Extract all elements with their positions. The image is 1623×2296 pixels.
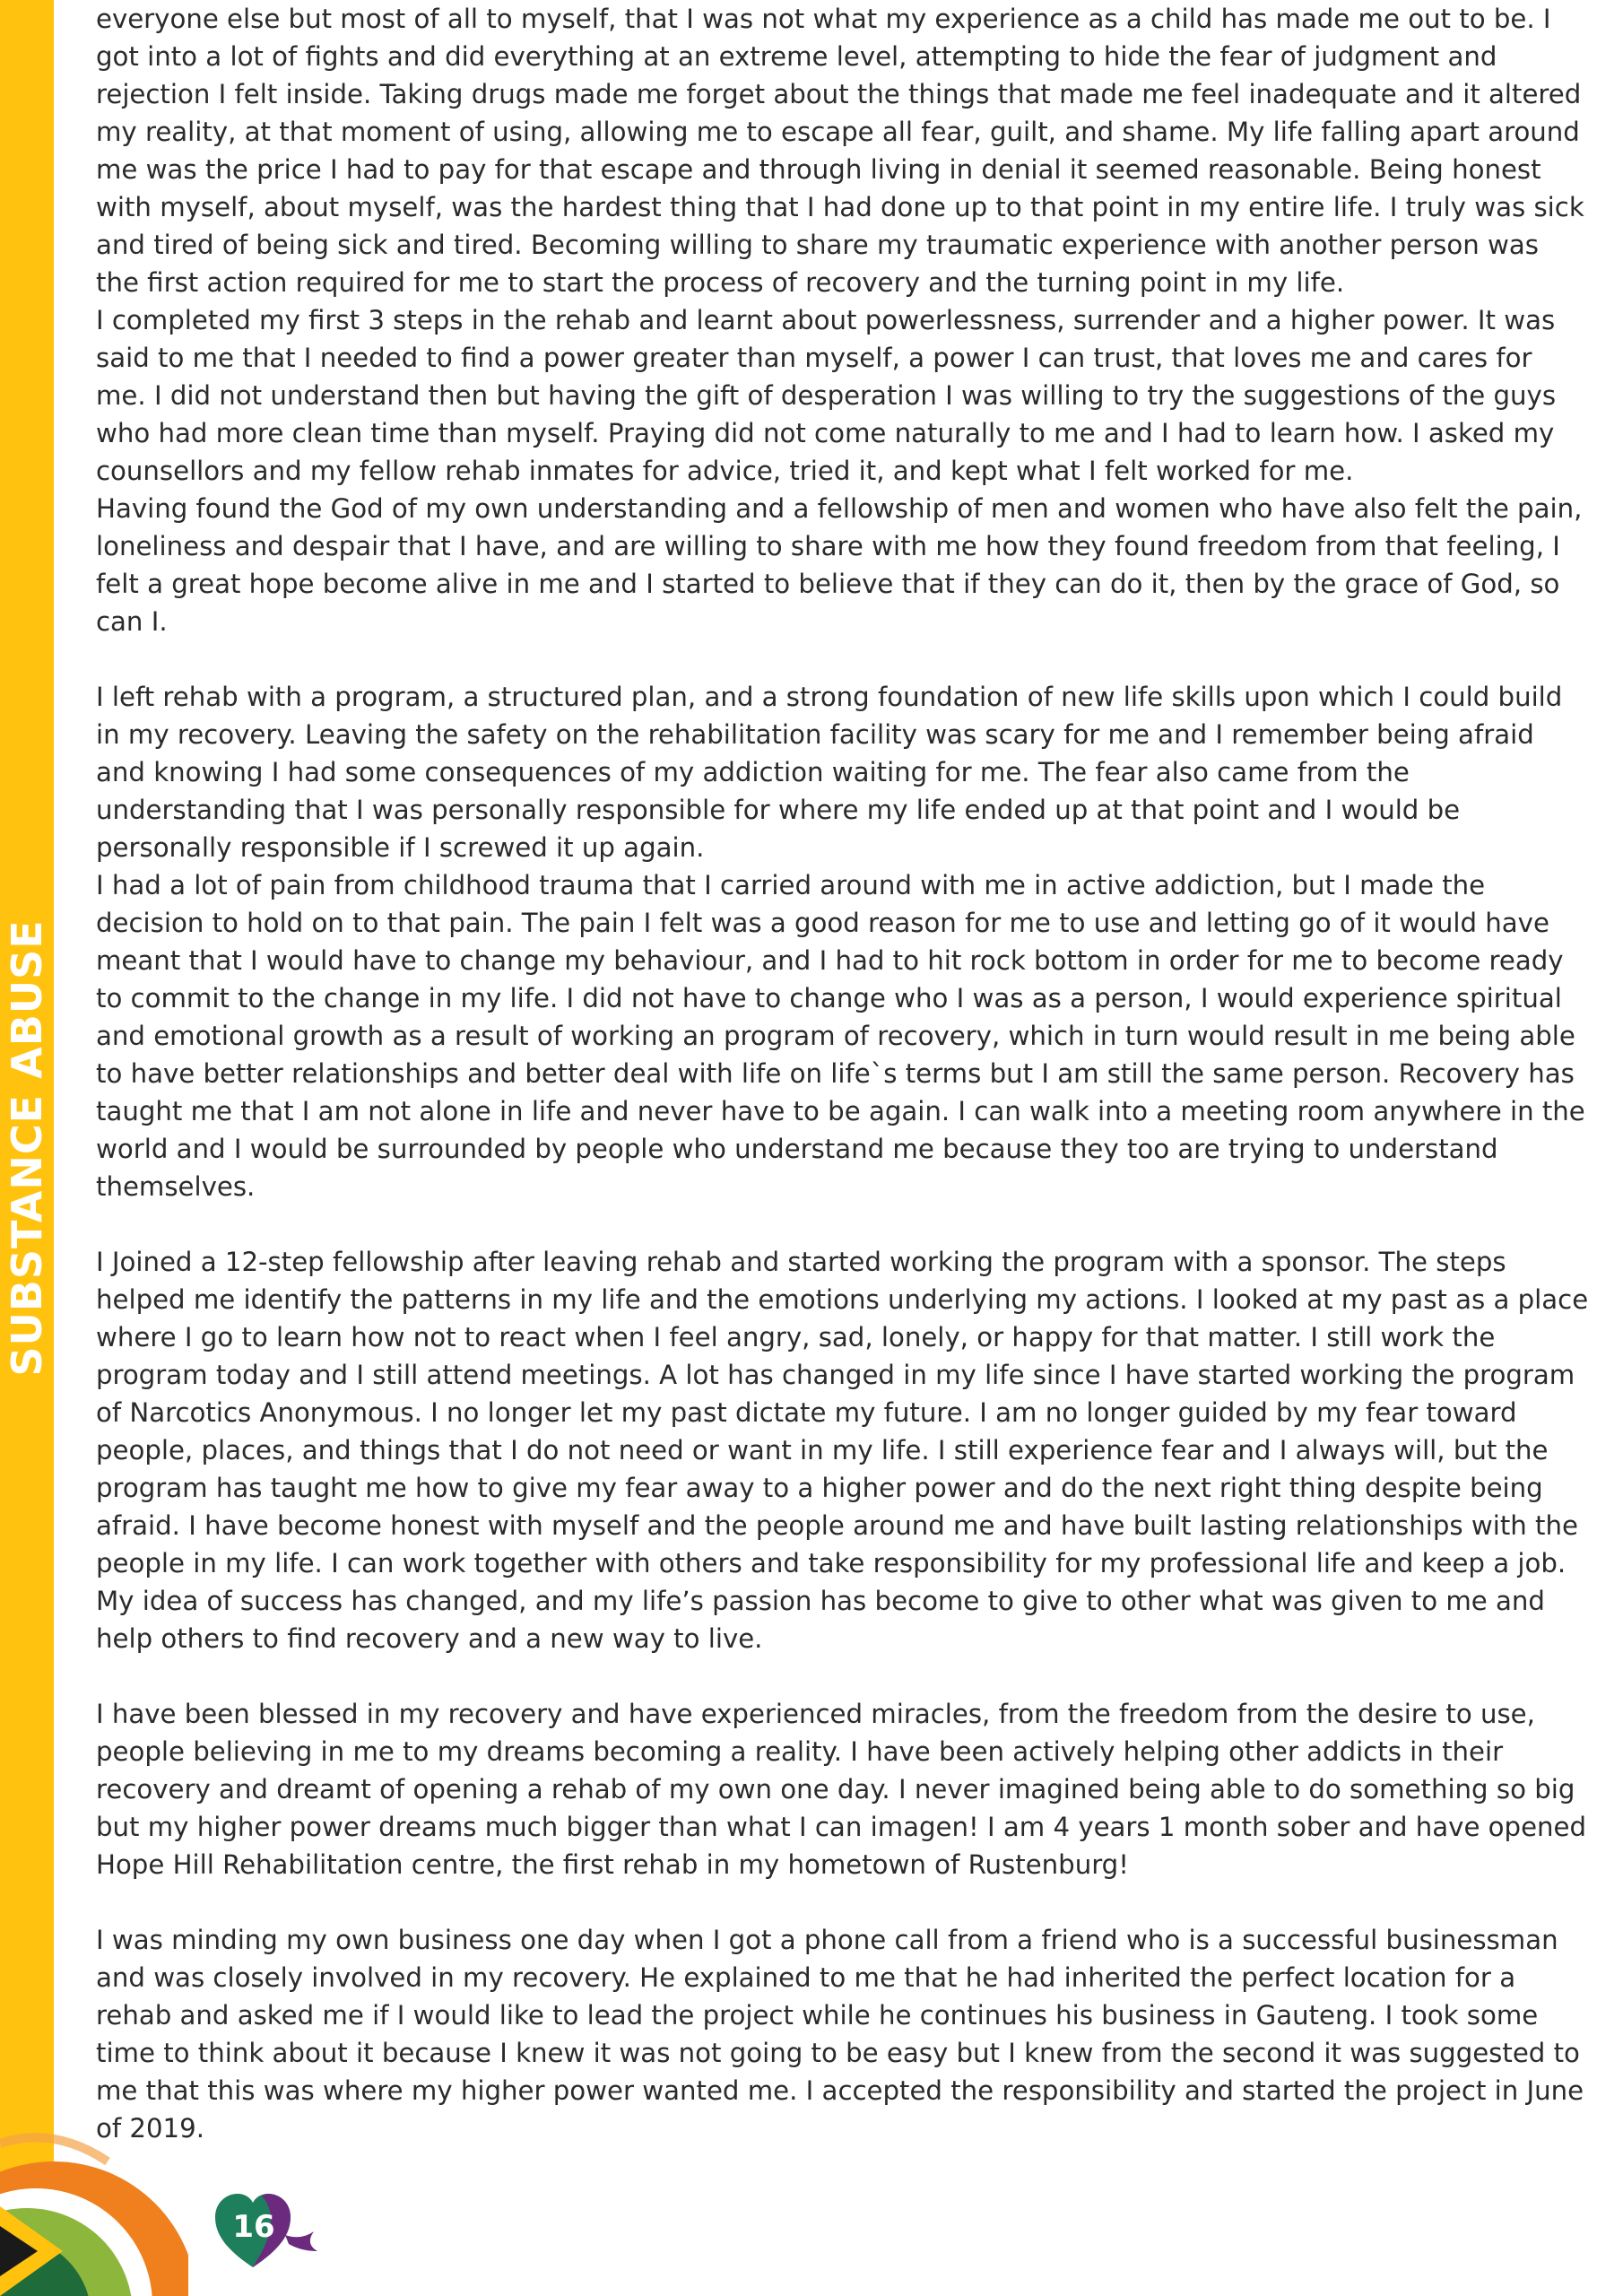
page-number: 16 <box>232 2209 275 2245</box>
paragraph: I completed my first 3 steps in the rehab and learnt about powerlessness, surrender and a higher power. It was said to me that I needed to find a power greater than myself, a power I can trust, that loves me and cares for me. I did not understand then but having the gift of desperation I was willing to try the suggestions of the guys who had more clean time than myself. Praying did not come naturally to me and I had to learn how. I asked my counsellors and my fellow rehab inmates for advice, tried it, and kept what I felt worked for me. <box>96 305 1557 486</box>
paragraph: I have been blessed in my recovery and have experienced miracles, from the freedom from the desire to use, people believing in me to my dreams becoming a reality. I have been actively helping other addicts in their recovery and dreamt of opening a rehab of my own one day. I never imagined being able to do something so big but my higher power dreams much bigger than what I can imagen! I am 4 years 1 month sober and have opened Hope Hill Rehabilitation centre, the first rehab in my hometown of Rustenburg! <box>96 1699 1587 1880</box>
section-label: SUBSTANCE ABUSE <box>3 919 51 1377</box>
paragraph: I Joined a 12-step fellowship after leaving rehab and started working the program with a sponsor. The steps helped me identify the patterns in my life and the emotions underlying my actions. I looked at my past as a place where I go to learn how not to react when I feel angry, sad, lonely, or happy for that matter. I still work the program today and I still attend meetings. A lot has changed in my life since I have started working the program of Narcotics Anonymous. I no longer let my past dictate my future. I am no longer guided by my fear toward people, places, and things that I do not need or want in my life. I still experience fear and I always will, but the program has taught me how to give my fear away to a higher power and do the next right thing despite being afraid. I have become honest with myself and the people around me and have built lasting relationships with the people in my life. I can work together with others and take responsibility for my professional life and keep a job. My idea of success has changed, and my life’s passion has become to give to other what was given to me and help others to find recovery and a new way to live. <box>96 1247 1589 1654</box>
paragraph: I left rehab with a program, a structured plan, and a strong foundation of new life skills upon which I could build in my recovery. Leaving the safety on the rehabilitation facility was scary for me and I remember being afraid and knowing I had some consequences of my addiction waiting for me. The fear also came from the understanding that I was personally responsible for where my life ended up at that point and I would be personally responsible if I screwed it up again. <box>96 682 1563 863</box>
paragraph: everyone else but most of all to myself, that I was not what my experience as a child has made me out to be. I got into a lot of fights and did everything at an extreme level, attempting to hide the fear of judgment and rejection I felt inside. Taking drugs made me forget about the things that made me feel inadequate and it altered my reality, at that moment of using, allowing me to escape all fear, guilt, and shame. My life falling apart around me was the price I had to pay for that escape and through living in denial it seemed reasonable. Being honest with myself, about myself, was the hardest thing that I had done up to that point in my entire life. I truly was sick and tired of being sick and tired. Becoming willing to share my traumatic experience with another person was the first action required for me to start the process of recovery and the turning point in my life. <box>96 4 1584 298</box>
paragraph: I had a lot of pain from childhood trauma that I carried around with me in active addiction, but I made the decision to hold on to that pain. The pain I felt was a good reason for me to use and letting go of it would have meant that I would have to change my behaviour, and I had to hit rock bottom in order for me to become ready to commit to the change in my life. I did not have to change who I was as a person, I would experience spiritual and emotional growth as a result of working an program of recovery, which in turn would result in me being able to have better relationships and better deal with life on life`s terms but I am still the same person. Recovery has taught me that I am not alone in life and never have to be again. I can walk into a meeting room anywhere in the world and I would be surrounded by people who understand me because they too are trying to understand themselves. <box>96 870 1585 1202</box>
article-body <box>96 0 1589 2147</box>
side-band <box>0 0 54 2296</box>
paragraph: I was minding my own business one day when I got a phone call from a friend who is a successful businessman and was closely involved in my recovery. He explained to me that he had inherited the perfect location for a rehab and asked me if I would like to lead the project while he continues his business in Gauteng. I took some time to think about it because I knew it was not going to be easy but I knew from the second it was suggested to me that this was where my higher power wanted me. I accepted the responsibility and started the project in June of 2019. <box>96 1925 1584 2144</box>
flag-decoration-icon <box>0 2126 188 2296</box>
paragraph: Having found the God of my own understanding and a fellowship of men and women who have also felt the pain, loneliness and despair that I have, and are willing to share with me how they found freedom from that feeling, I felt a great hope become alive in me and I started to believe that if they can do it, then by the grace of God, so can I. <box>96 493 1583 637</box>
